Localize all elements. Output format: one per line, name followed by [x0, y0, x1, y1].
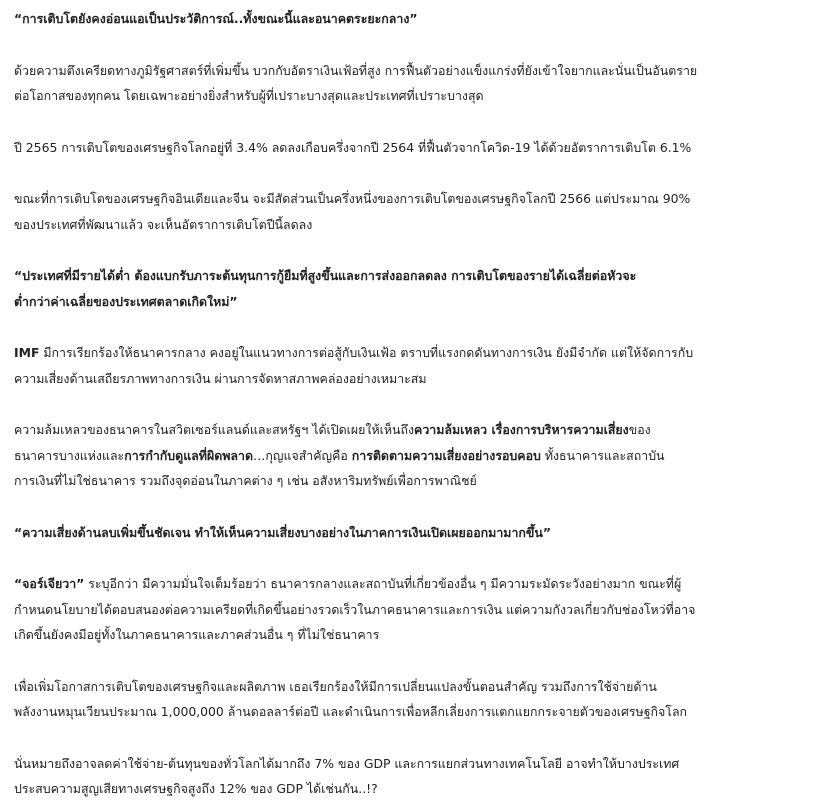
paragraph-8-line-1: นั่นหมายถึงอาจลดค่าใช้จ่าย-ต้นทุนของทั่วโลกได้มากถึง 7% ของ GDP และการแยกส่วนทางเทคโนโลยี อาจทำให้บางประเทศ — [14, 755, 680, 771]
paragraph-7 — [14, 674, 817, 725]
paragraph-7-line-2: พลังงานหมุนเวียนประมาณ 1,000,000 ล้านดอลลาร์ต่อปี และดำเนินการเพื่อหลีกเลี่ยงการแตกแยกกระจายตัวของเศรษฐกิจโลก — [14, 704, 688, 719]
paragraph-3-line-2: ของประเทศที่พัฒนาแล้ว จะเห็นอัตราการเติบโตปีนี้ลดลง — [14, 216, 313, 232]
imf-label: IMF — [14, 345, 40, 360]
paragraph-4-line-2: ความเสี่ยงด้านเสถียรภาพทางการเงิน ผ่านการจัดหาสภาพคล่องอย่างเหมาะสม — [14, 370, 427, 386]
paragraph-7-line-1: เพื่อเพิ่มโอกาสการเติบโตของเศรษฐกิจและผลิตภาพ เธอเรียกร้องให้มีการเปลี่ยนแปลงขั้นตอนสำคัญ รวมถึงการใช้จ่ายด้าน — [14, 678, 657, 694]
paragraph-6-line-2: กำหนดนโยบายได้ตอบสนองต่อความเครียดที่เกิดขึ้นอย่างรวดเร็วในภาคธนาคารและการเงิน แต่ความกังวลเกี่ยวกับช่องโหว่ที่อาจ — [14, 601, 696, 617]
paragraph-1 — [14, 58, 817, 109]
paragraph-5-line-2-text-a: ธนาคารบางแห่งและ — [14, 447, 125, 463]
paragraph-8 — [14, 751, 817, 802]
section-heading-1 — [14, 6, 817, 32]
paragraph-3 — [14, 186, 817, 237]
paragraph-5-emphasis-3: การติดตามความเสี่ยงอย่างรอบคอบ — [351, 447, 541, 463]
paragraph-4-line-1 — [14, 340, 817, 366]
paragraph-3-line-1: ขณะที่การเติบโตของเศรษฐกิจอินเดียและจีน จะมีสัดส่วนเป็นครึ่งหนึ่งของการเติบโตของเศรษฐกิจโลกปี 2566 แต่ประมาณ 90% — [14, 191, 691, 206]
paragraph-6-line-1 — [14, 571, 817, 597]
heading-2-line-2: ต่ำกว่าค่าเฉลี่ยของประเทศตลาดเกิดใหม่” — [14, 293, 238, 309]
paragraph-5-line-1-text-a: ความล้มเหลวของธนาคารในสวิตเซอร์แลนด์และสหรัฐฯ ได้เปิดเผยให้เห็นถึง — [14, 422, 415, 437]
paragraph-5-line-1 — [14, 417, 817, 443]
paragraph-2 — [14, 135, 817, 161]
heading-1-line-1: “การเติบโตยังคงอ่อนแอเป็นประวัติการณ์..ทั้งขณะนี้และอนาคตระยะกลาง” — [14, 11, 418, 26]
section-heading-3 — [14, 520, 817, 546]
paragraph-5-line-3: การเงินที่ไม่ใช่ธนาคาร รวมถึงจุดอ่อนในภาคต่าง ๆ เช่น อสังหาริมทรัพย์เพื่อการพาณิชย์ — [14, 473, 477, 488]
paragraph-8-line-2: ประสบความสูญเสียทางเศรษฐกิจสูงถึง 12% ของ GDP ได้เช่นกัน..!? — [14, 781, 378, 796]
heading-2-line-1: “ประเทศที่มีรายได้ต่ำ ต้องแบกรับภาระต้นทุนการกู้ยืมที่สูงขึ้นและการส่งออกลดลง การเติบโตของรายได้เฉลี่ยต่อหัวจะ — [14, 268, 637, 283]
paragraph-4 — [14, 340, 817, 391]
heading-3-line-1: “ความเสี่ยงด้านลบเพิ่มขึ้นชัดเจน ทำให้เห็นความเสี่ยงบางอย่างในภาคการเงินเปิดเผยออกมามากขึ้น” — [14, 524, 552, 540]
paragraph-6-line-3: เกิดขึ้นยังคงมีอยู่ทั้งในภาคธนาคารและภาคส่วนอื่น ๆ ที่ไม่ใช่ธนาคาร — [14, 627, 380, 642]
paragraph-5-line-2-text-c: …กุญแจสำคัญคือ — [253, 447, 352, 463]
paragraph-5-emphasis-1: ความล้มเหลว เรื่องการบริหารความเสี่ยง — [414, 422, 629, 437]
paragraph-5-line-2 — [14, 443, 817, 469]
paragraph-2-line-1: ปี 2565 การเติบโตของเศรษฐกิจโลกอยู่ที่ 3.4% ลดลงเกือบครึ่งจากปี 2564 ที่ฟื้นตัวจากโควิด-19 ได้ด้วยอัตราการเติบโต 6.1% — [14, 139, 692, 155]
paragraph-1-line-2: ต่อโอกาสของทุกคน โดยเฉพาะอย่างยิ่งสำหรับผู้ที่เปราะบางสุดและประเทศที่เปราะบางสุด — [14, 88, 484, 103]
paragraph-6-line-1-text: ระบุอีกว่า มีความมั่นใจเต็มร้อยว่า ธนาคารกลางและสถาบันที่เกี่ยวข้องอื่น ๆ มีความระมัดระวังอย่างมาก ขณะที่ผู้ — [84, 576, 682, 591]
paragraph-5 — [14, 417, 817, 494]
paragraph-4-line-1-text: มีการเรียกร้องให้ธนาคารกลาง คงอยู่ในแนวทางการต่อสู้กับเงินเฟ้อ ตราบที่แรงกดดันทางการเงิน ยังมีจำกัด แต่ให้จัดการกับ — [39, 345, 694, 360]
section-heading-2 — [14, 263, 817, 314]
georgieva-name: “จอร์เจียวา” — [14, 576, 85, 591]
paragraph-5-line-2-text-e: ทั้งธนาคารและสถาบัน — [540, 447, 665, 463]
paragraph-1-line-1: ด้วยความตึงเครียดทางภูมิรัฐศาสตร์ที่เพิ่มขึ้น บวกกับอัตราเงินเฟ้อที่สูง การฟื้นตัวอย่างแข็งแกร่งที่ยังเข้าใจยากและนั่นเป็นอันตราย — [14, 62, 698, 78]
paragraph-5-line-1-text-c: ของ — [628, 422, 651, 437]
paragraph-6 — [14, 571, 817, 648]
paragraph-5-emphasis-2: การกำกับดูแลที่ผิดพลาด — [124, 447, 254, 463]
